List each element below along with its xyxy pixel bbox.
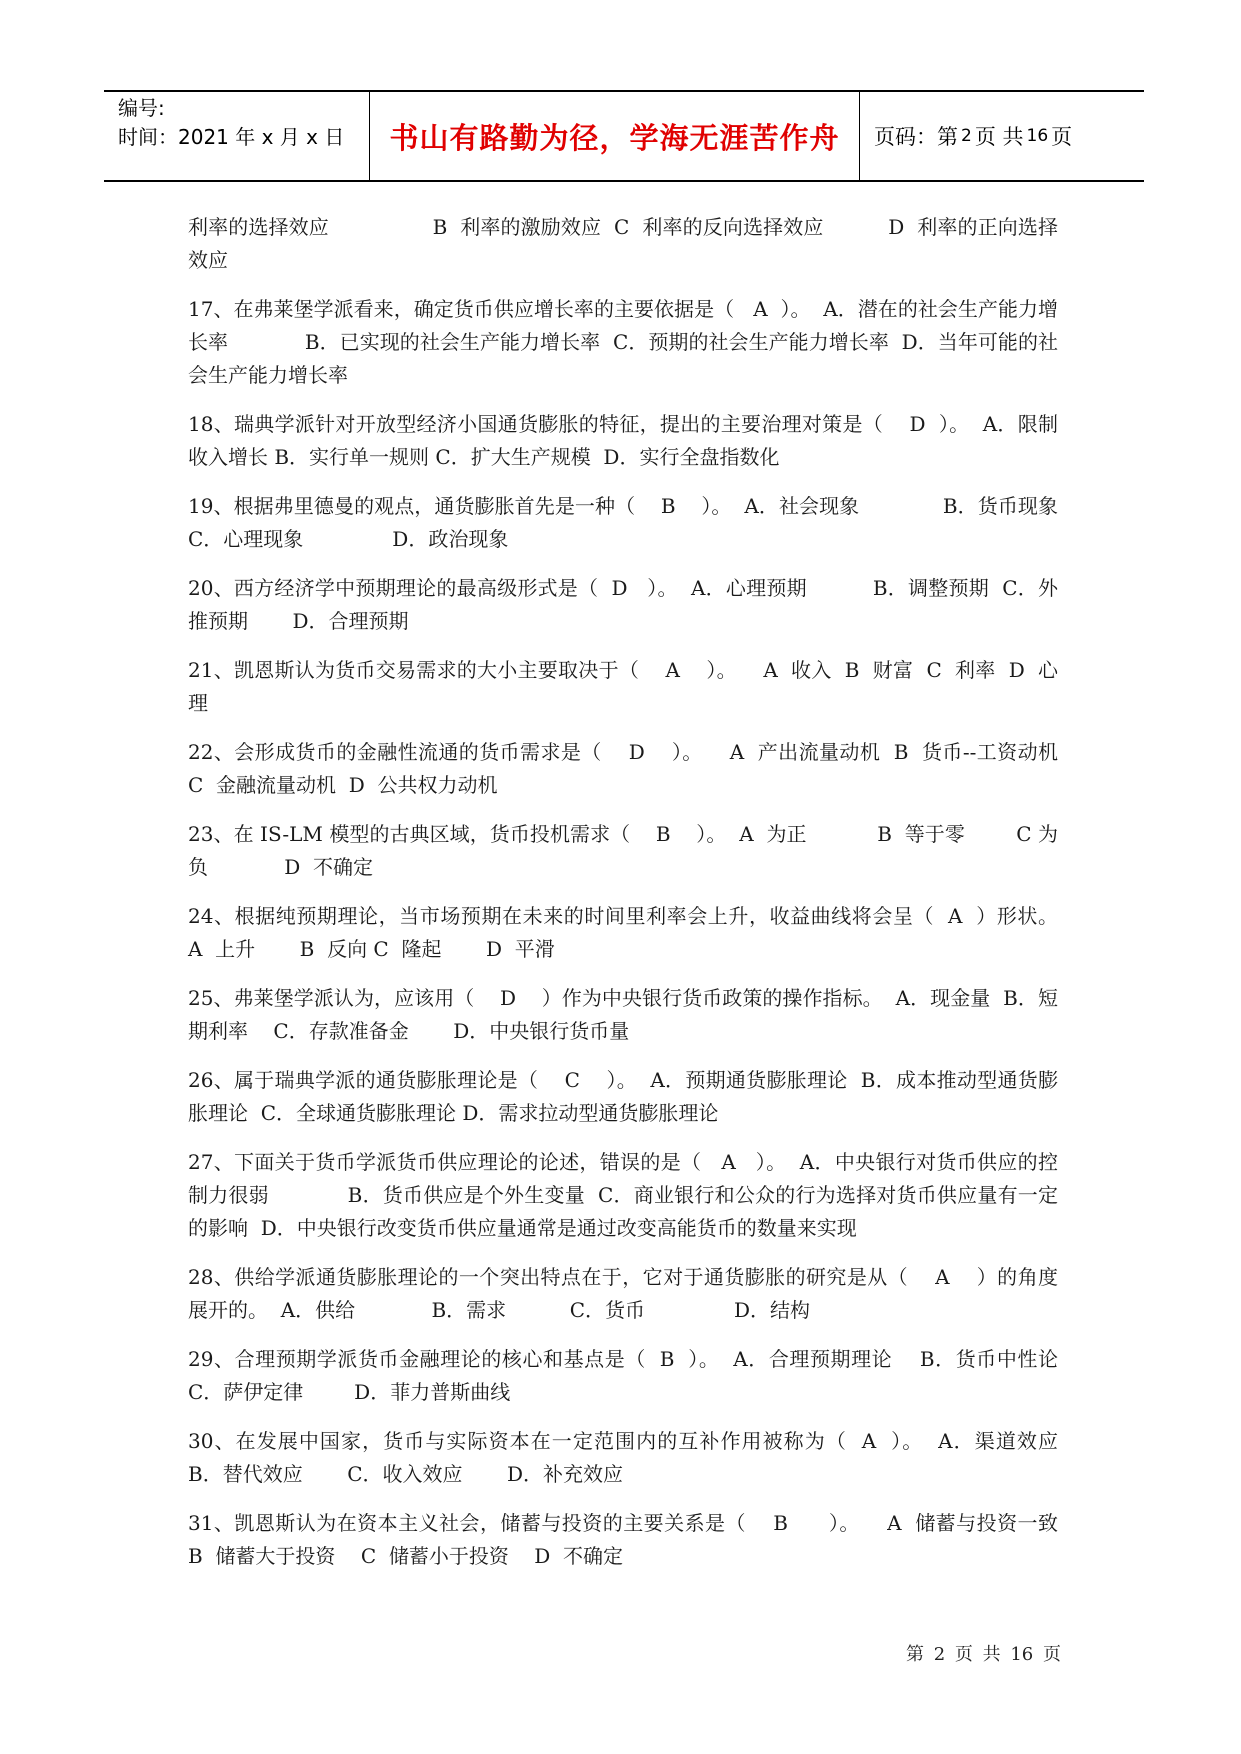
page-total: 16 xyxy=(1026,126,1049,146)
header-meta xyxy=(104,92,370,180)
question-31: 31、凯恩斯认为在资本主义社会，储蓄与投资的主要关系是（ B ）。 A 储蓄与投资一致 B 储蓄大于投资 C 储蓄小于投资 D 不确定 xyxy=(188,1511,1071,1568)
document-time: 时间：2021 年 x 月 x 日 xyxy=(118,125,345,149)
question-30: 30、在发展中国家，货币与实际资本在一定范围内的互补作用被称为（ A ）。 A．渠道效应 B．替代效应 C．收入效应 D．补充效应 xyxy=(188,1429,1103,1486)
header-page-indicator xyxy=(860,92,1144,180)
question-20: 20、西方经济学中预期理论的最高级形式是（ D ）。 A．心理预期 B．调整预期 C．外推预期 D．合理预期 xyxy=(188,576,1058,633)
question-list xyxy=(188,211,1103,1589)
question-29: 29、合理预期学派货币金融理论的核心和基点是（ B ）。 A．合理预期理论 B．货币中性论 C．萨伊定律 D．菲力普斯曲线 xyxy=(188,1347,1103,1404)
page-number: 2 xyxy=(961,126,972,146)
question-17: 17、在弗莱堡学派看来，确定货币供应增长率的主要依据是（ A ）。 A．潜在的社会生产能力增长率 B．已实现的社会生产能力增长率 C．预期的社会生产能力增长率 D．当年可能的社会生产能力增长率 xyxy=(188,297,1058,387)
question-22: 22、会形成货币的金融性流通的货币需求是（ D ）。 A 产出流量动机 B 货币--工资动机 C 金融流量动机 D 公共权力动机 xyxy=(188,740,1071,797)
page-footer: 第 2 页 共 16 页 xyxy=(906,1644,1061,1665)
question-28: 28、供给学派通货膨胀理论的一个突出特点在于，它对于通货膨胀的研究是从（ A ）的角度展开的。 A．供给 B．需求 C．货币 D．结构 xyxy=(188,1265,1058,1322)
question-19: 19、根据弗里德曼的观点，通货膨胀首先是一种（ B ）。 A．社会现象 B．货币现象 C．心理现象 D．政治现象 xyxy=(188,494,1097,551)
page-prefix: 页码：第 xyxy=(874,125,958,149)
page-suffix: 页 xyxy=(1051,125,1073,149)
document-number-label: 编号: xyxy=(118,96,165,120)
question-18: 18、瑞典学派针对开放型经济小国通货膨胀的特征，提出的主要治理对策是（ D ）。 A．限制收入增长 B．实行单一规则 C．扩大生产规模 D．实行全盘指数化 xyxy=(188,412,1058,469)
question-27: 27、下面关于货币学派货币供应理论的论述，错误的是（ A ）。 A．中央银行对货币供应的控制力很弱 B．货币供应是个外生变量 C．商业银行和公众的行为选择对货币供应量有一定的影响 D．中央银行改变货币供应量通常是通过改变高能货币的数量来实现 xyxy=(188,1150,1058,1240)
question-26: 26、属于瑞典学派的通货膨胀理论是（ C ）。 A．预期通货膨胀理论 B．成本推动型通货膨胀理论 C．全球通货膨胀理论 D．需求拉动型通货膨胀理论 xyxy=(188,1068,1058,1125)
page-mid: 页 共 xyxy=(974,125,1024,149)
header-motto: 书山有路勤为径，学海无涯苦作舟 xyxy=(370,92,860,180)
question-24: 24、根据纯预期理论，当市场预期在未来的时间里利率会上升，收益曲线将会呈（ A ）形状。 A 上升 B 反向 C 隆起 D 平滑 xyxy=(188,904,1097,961)
question-25: 25、弗莱堡学派认为，应该用（ D ）作为中央银行货币政策的操作指标。 A．现金量 B．短期利率 C．存款准备金 D．中央银行货币量 xyxy=(188,986,1058,1043)
page-header xyxy=(104,90,1144,182)
question-23: 23、在 IS-LM 模型的古典区域，货币投机需求（ B ）。 A 为正 B 等于零 C 为负 D 不确定 xyxy=(188,822,1058,879)
question-21: 21、凯恩斯认为货币交易需求的大小主要取决于（ A ）。 A 收入 B 财富 C 利率 D 心理 xyxy=(188,658,1058,715)
question-continuation: 利率的选择效应 B 利率的激励效应 C 利率的反向选择效应 D 利率的正向选择效应 xyxy=(188,215,1058,272)
